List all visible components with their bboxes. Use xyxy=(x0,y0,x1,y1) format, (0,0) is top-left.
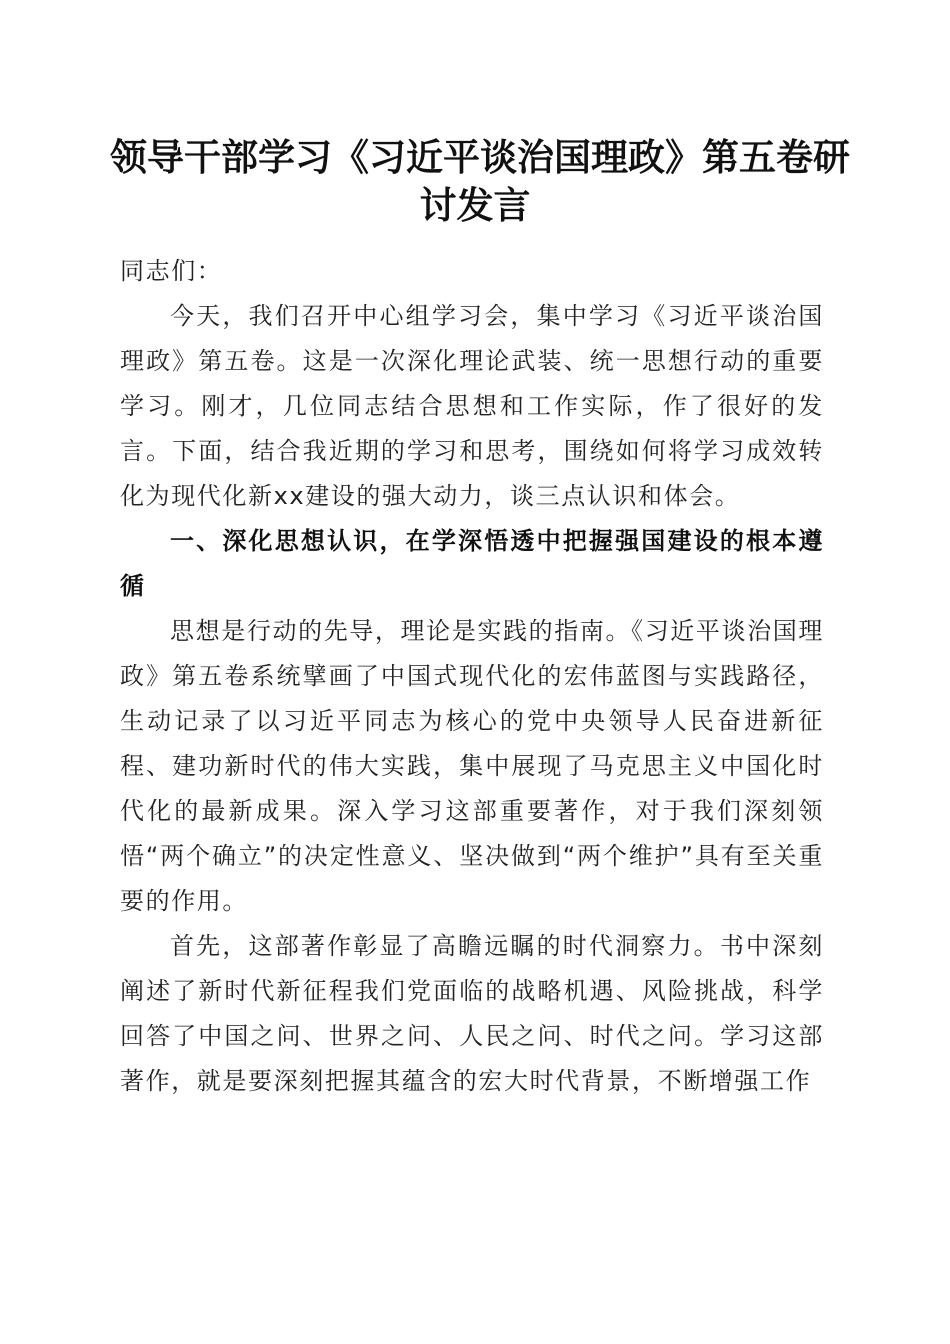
paragraph-section-1: 思想是行动的先导，理论是实践的指南。《习近平谈治国理政》第五卷系统擘画了中国式现代化的宏伟蓝图与实践路径，生动记录了以习近平同志为核心的党中央领导人民奋进新征程、建功新时代的伟大实践，集中展现了马克思主义中国化时代化的最新成果。深入学习这部重要著作，对于我们深刻领悟“两个确立”的决定性意义、坚决做到“两个维护”具有至关重要的作用。 xyxy=(120,617,824,915)
paragraph-intro: 今天，我们召开中心组学习会，集中学习《习近平谈治国理政》第五卷。这是一次深化理论武装、统一思想行动的重要学习。刚才，几位同志结合思想和工作实际，作了很好的发言。下面，结合我近期的学习和思考，围绕如何将学习成效转化为现代化新xx建设的强大动力，谈三点认识和体会。 xyxy=(120,302,824,510)
document-body xyxy=(120,249,824,1104)
title-line-2: 讨发言 xyxy=(419,183,531,227)
salutation: 同志们： xyxy=(120,257,223,285)
title-line-1: 领导干部学习《习近平谈治国理政》第五卷研 xyxy=(110,135,850,179)
document-title xyxy=(110,133,850,229)
paragraph-first-point: 首先，这部著作彰显了高瞻远瞩的时代洞察力。书中深刻阐述了新时代新征程我们党面临的战略机遇、风险挑战，科学回答了中国之问、世界之问、人民之问、时代之问。学习这部著作，就是要深刻把握其蕴含的宏大时代背景，不断增强工作 xyxy=(120,932,824,1095)
section-heading-1: 一、深化思想认识，在学深悟透中把握强国建设的根本遵循 xyxy=(120,527,824,600)
